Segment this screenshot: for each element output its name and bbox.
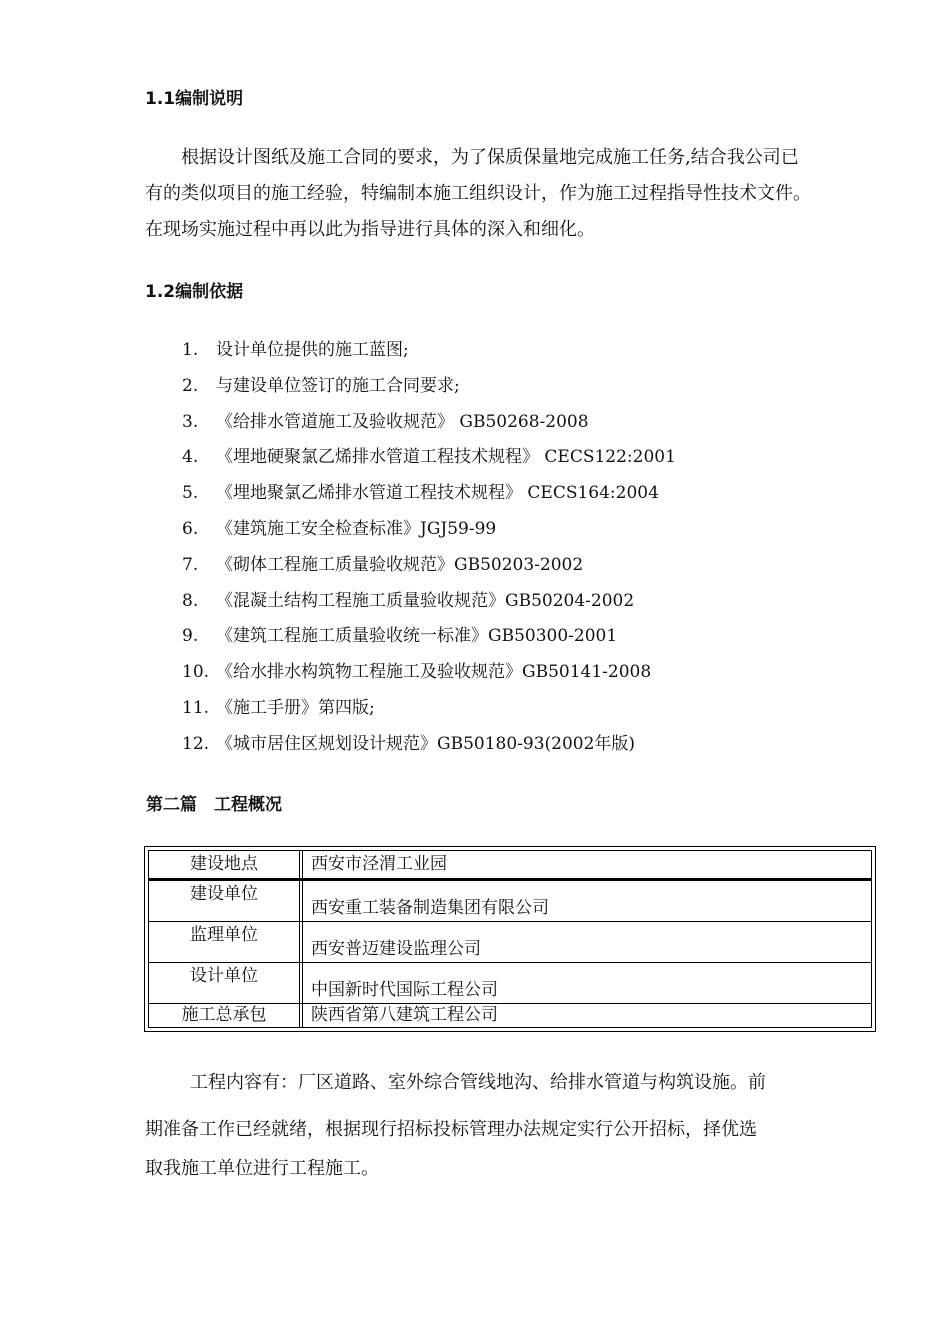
list-item-number: 7. <box>182 554 199 575</box>
table-value-cell: 西安重工装备制造集团有限公司 <box>311 898 549 918</box>
list-item-text: 《混凝土结构工程施工质量验收规范》GB50204-2002 <box>216 590 635 611</box>
list-item-text: 《砌体工程施工质量验收规范》GB50203-2002 <box>216 554 584 575</box>
part-2-heading: 第二篇 工程概况 <box>146 795 282 815</box>
list-item <box>182 369 676 405</box>
list-item <box>182 619 676 655</box>
section-heading-1-2: 1.2编制依据 <box>145 282 244 302</box>
list-item-number: 1. <box>182 340 199 360</box>
list-item-number: 9. <box>182 626 199 647</box>
content-line-3: 取我施工单位进行工程施工。 <box>145 1158 379 1179</box>
table-label-cell: 监理单位 <box>190 925 258 945</box>
table-row <box>149 851 871 881</box>
table-label-cell: 设计单位 <box>190 966 258 986</box>
section-heading-1-1: 1.1编制说明 <box>145 89 244 109</box>
list-item <box>182 440 676 476</box>
table-value-cell: 西安市泾渭工业园 <box>311 854 447 874</box>
basis-list <box>182 333 676 763</box>
list-item-number: 5. <box>182 483 199 504</box>
section-1-1-paragraph: 根据设计图纸及施工合同的要求，为了保质保量地完成施工任务,结合我公司已有的类似项目的施工经验，特编制本施工组织设计，作为施工过程指导性技术文件。在现场实施过程中再以此为指导进行具体的深入和细化。 <box>145 147 811 240</box>
list-item-text: 设计单位提供的施工蓝图; <box>216 340 409 360</box>
list-item <box>182 405 676 441</box>
table-label-cell: 施工总承包 <box>181 1005 267 1025</box>
table-value-cell: 陕西省第八建筑工程公司 <box>311 1005 498 1025</box>
list-item <box>182 548 676 584</box>
list-item-number: 8. <box>182 590 199 611</box>
content-line-2: 期准备工作已经就绪，根据现行招标投标管理办法规定实行公开招标，择优选 <box>145 1119 757 1140</box>
table-row <box>149 1004 871 1027</box>
table-value-cell: 中国新时代国际工程公司 <box>311 980 498 1000</box>
list-item-number: 6. <box>182 518 199 539</box>
list-item-number: 4. <box>182 447 199 468</box>
list-item-text: 《埋地聚氯乙烯排水管道工程技术规程》 CECS164:2004 <box>216 483 659 504</box>
list-item-number: 10. <box>182 662 210 683</box>
list-item <box>182 727 676 763</box>
table-inner-frame <box>148 850 872 1028</box>
list-item-text: 《建筑工程施工质量验收统一标准》GB50300-2001 <box>216 626 618 647</box>
table-row <box>149 963 871 1004</box>
list-item-text: 与建设单位签订的施工合同要求; <box>216 375 460 396</box>
list-item <box>182 691 676 727</box>
list-item-text: 《施工手册》第四版; <box>216 697 375 718</box>
list-item-text: 《给排水管道施工及验收规范》 GB50268-2008 <box>216 411 589 432</box>
list-item-number: 12. <box>182 733 210 754</box>
list-item <box>182 476 676 512</box>
table-label-cell: 建设单位 <box>190 884 258 904</box>
list-item-text: 《建筑施工安全检查标准》JGJ59-99 <box>216 518 497 539</box>
project-overview-table <box>144 846 876 1032</box>
list-item-text: 《给水排水构筑物工程施工及验收规范》GB50141-2008 <box>216 662 652 683</box>
list-item-number: 2. <box>182 375 199 396</box>
list-item-text: 《埋地硬聚氯乙烯排水管道工程技术规程》 CECS122:2001 <box>216 447 676 468</box>
list-item <box>182 333 676 369</box>
content-line-1: 工程内容有：厂区道路、室外综合管线地沟、给排水管道与构筑设施。前 <box>190 1072 766 1093</box>
list-item-number: 11. <box>182 697 210 718</box>
list-item <box>182 512 676 548</box>
table-row <box>149 922 871 963</box>
table-row <box>149 881 871 922</box>
list-item-number: 3. <box>182 411 199 432</box>
list-item-text: 《城市居住区规划设计规范》GB50180-93(2002年版) <box>216 733 636 754</box>
table-label-cell: 建设地点 <box>190 854 258 874</box>
list-item <box>182 584 676 620</box>
list-item <box>182 655 676 691</box>
table-value-cell: 西安普迈建设监理公司 <box>311 939 481 959</box>
